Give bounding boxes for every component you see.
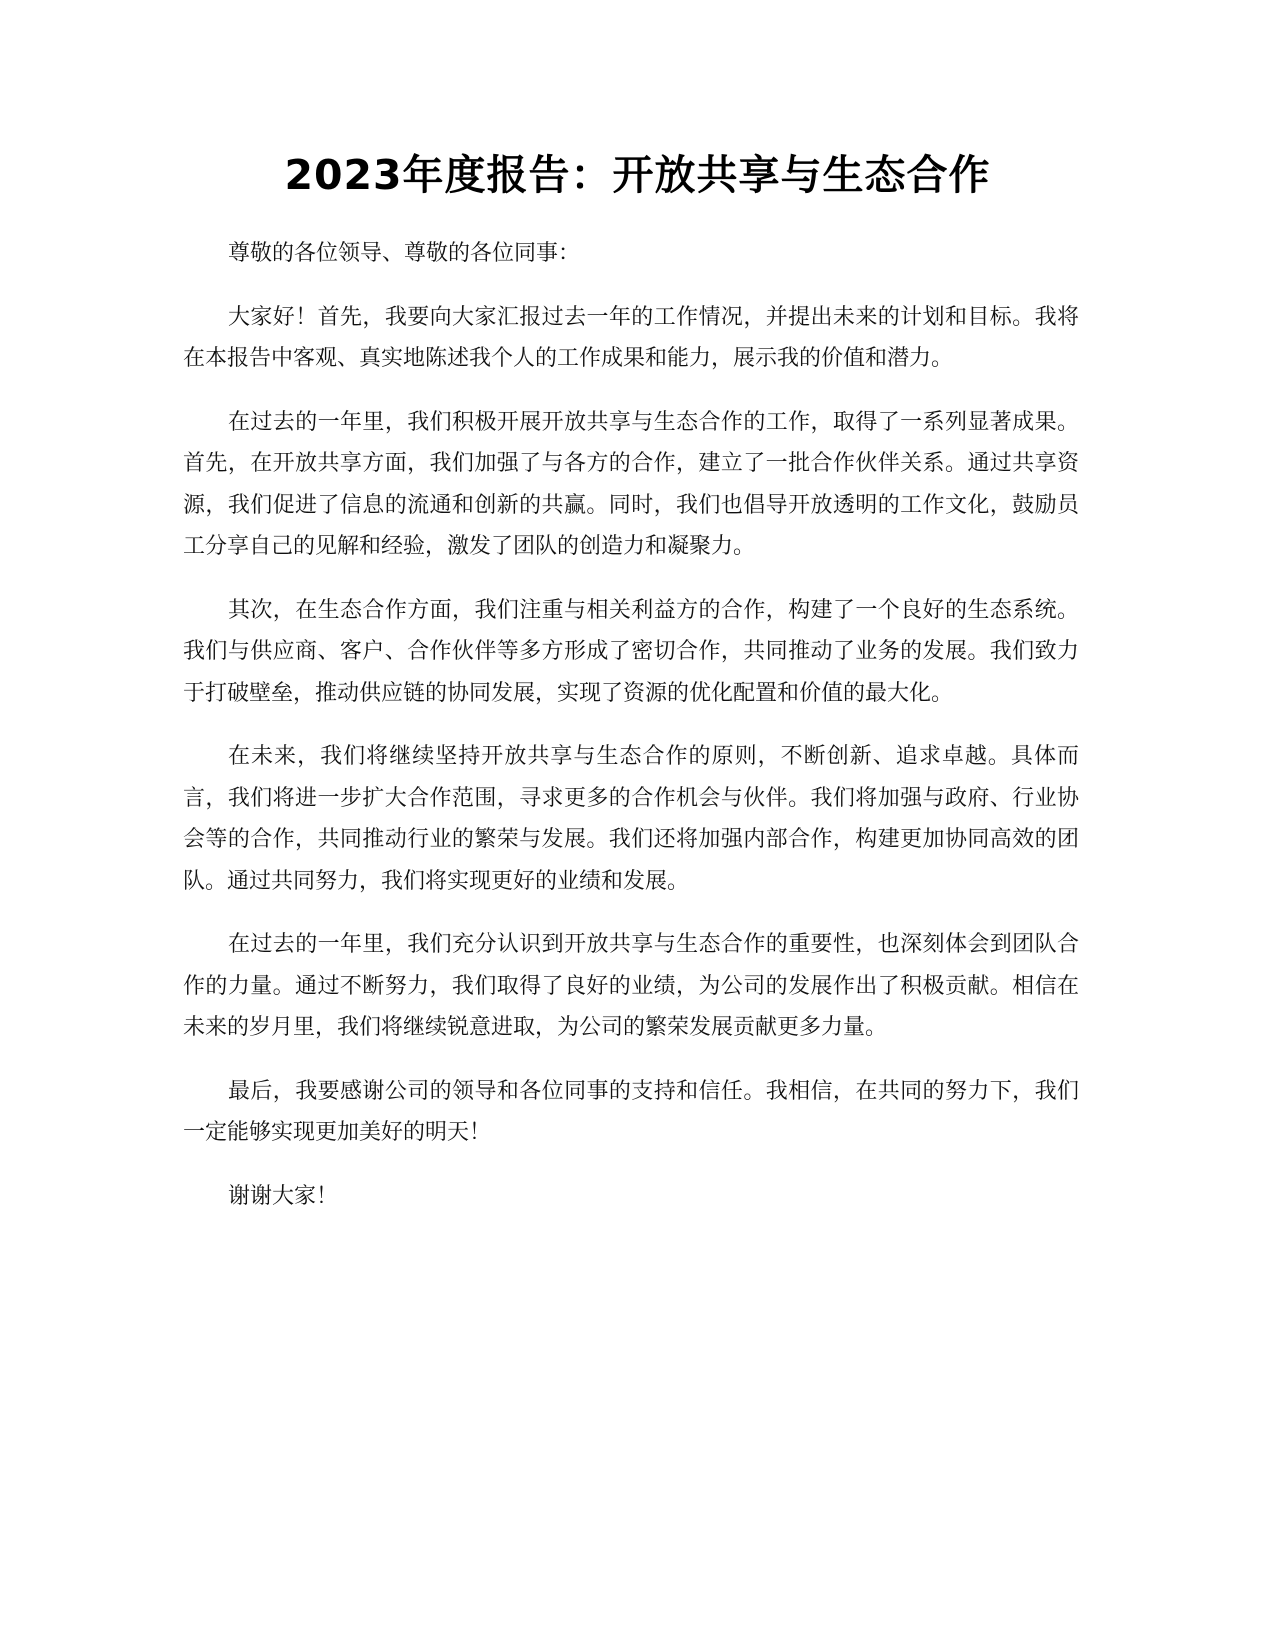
salutation: 尊敬的各位领导、尊敬的各位同事： — [228, 241, 581, 266]
body-paragraph: 最后，我要感谢公司的领导和各位同事的支持和信任。我相信，在共同的努力下，我们一定能够实现更加美好的明天！ — [183, 1078, 1079, 1145]
body-paragraph: 在过去的一年里，我们充分认识到开放共享与生态合作的重要性，也深刻体会到团队合作的力量。通过不断努力，我们取得了良好的业绩，为公司的发展作出了积极贡献。相信在未来的岁月里，我们将继续锐意进取，为公司的繁荣发展贡献更多力量。 — [183, 932, 1079, 1040]
body-paragraph: 在过去的一年里，我们积极开展开放共享与生态合作的工作，取得了一系列显著成果。首先，在开放共享方面，我们加强了与各方的合作，建立了一批合作伙伴关系。通过共享资源，我们促进了信息的流通和创新的共赢。同时，我们也倡导开放透明的工作文化，鼓励员工分享自己的见解和经验，激发了团队的创造力和凝聚力。 — [183, 409, 1079, 559]
document-title: 2023年度报告：开放共享与生态合作 — [284, 151, 991, 199]
document-body — [183, 233, 1079, 1239]
body-paragraph: 大家好！首先，我要向大家汇报过去一年的工作情况，并提出未来的计划和目标。我将在本报告中客观、真实地陈述我个人的工作成果和能力，展示我的价值和潜力。 — [183, 304, 1079, 371]
body-paragraph: 在未来，我们将继续坚持开放共享与生态合作的原则，不断创新、追求卓越。具体而言，我们将进一步扩大合作范围，寻求更多的合作机会与伙伴。我们将加强与政府、行业协会等的合作，共同推动行业的繁荣与发展。我们还将加强内部合作，构建更加协同高效的团队。通过共同努力，我们将实现更好的业绩和发展。 — [183, 744, 1079, 894]
body-paragraph: 其次，在生态合作方面，我们注重与相关利益方的合作，构建了一个良好的生态系统。我们与供应商、客户、合作伙伴等多方形成了密切合作，共同推动了业务的发展。我们致力于打破壁垒，推动供应链的协同发展，实现了资源的优化配置和价值的最大化。 — [183, 597, 1079, 706]
closing-line: 谢谢大家！ — [228, 1183, 339, 1209]
